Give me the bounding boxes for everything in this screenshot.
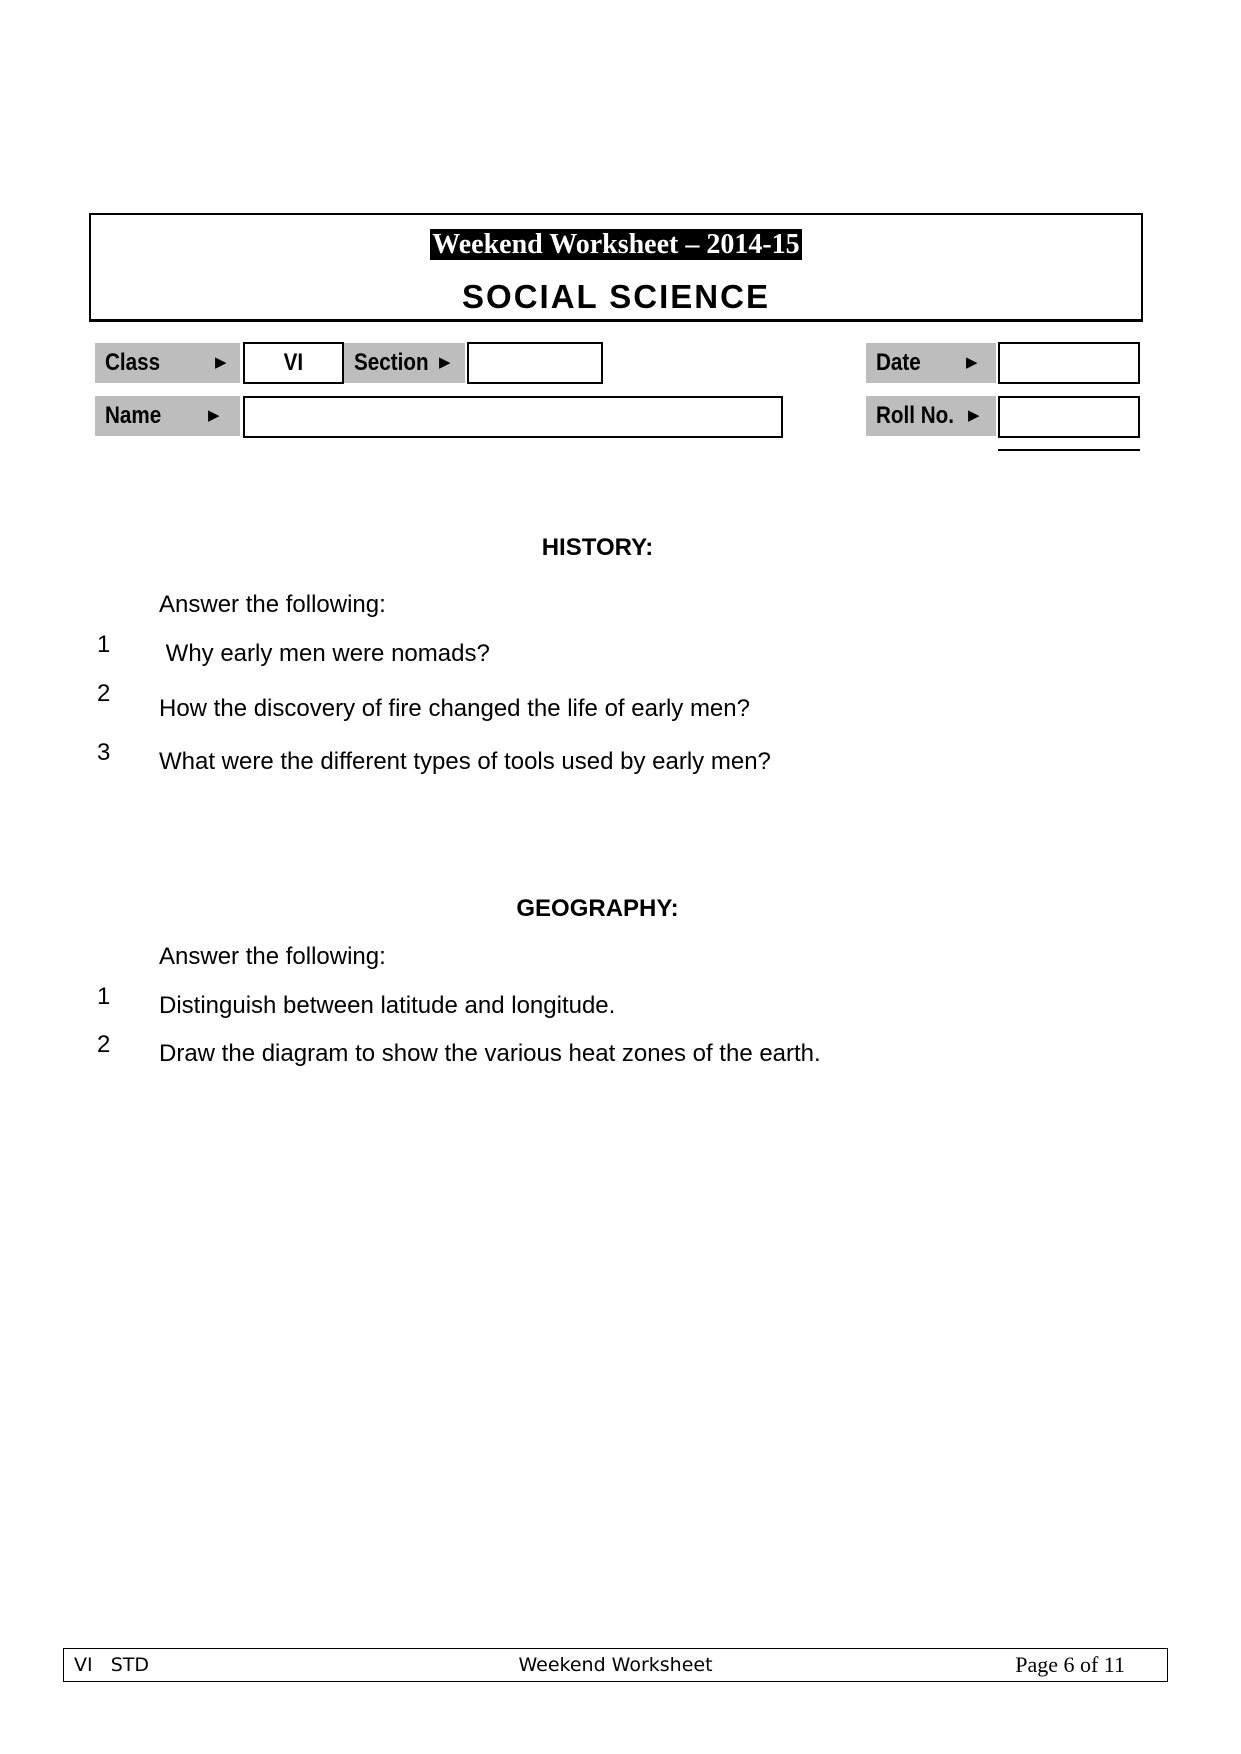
geography-question: Distinguish between latitude and longitude. <box>159 992 616 1019</box>
footer-class: VI STD <box>74 1654 150 1676</box>
history-instruction: Answer the following: <box>159 591 386 618</box>
arrow-right-icon: ▶ <box>215 354 227 371</box>
date-label: Date ▶ <box>866 343 996 383</box>
arrow-right-icon: ▶ <box>208 407 220 424</box>
geography-question: Draw the diagram to show the various heat zones of the earth. <box>159 1040 821 1067</box>
history-question: How the discovery of fire changed the life of early men? <box>159 695 750 722</box>
class-field[interactable] <box>243 342 344 384</box>
class-value: VI <box>283 349 304 376</box>
history-question: What were the different types of tools used by early men? <box>159 748 771 775</box>
page-footer <box>63 1648 1168 1682</box>
worksheet-title-text: Weekend Worksheet – 2014-15 <box>432 229 800 260</box>
date-field[interactable] <box>998 342 1140 384</box>
roll-number-label: Roll No. ▶ <box>866 396 996 436</box>
roll-number-field[interactable] <box>998 396 1140 438</box>
page-number: Page 6 of 11 <box>1015 1652 1125 1677</box>
name-label: Name ▶ <box>95 396 240 436</box>
question-number: 2 <box>97 1031 111 1058</box>
section-field[interactable] <box>467 342 603 384</box>
name-field[interactable] <box>243 396 783 438</box>
question-number: 1 <box>97 983 111 1010</box>
worksheet-header <box>89 213 1143 322</box>
geography-heading: GEOGRAPHY: <box>516 895 679 922</box>
worksheet-title <box>91 227 1141 263</box>
geography-instruction: Answer the following: <box>159 943 386 970</box>
section-label: Section ▶ <box>344 343 465 383</box>
footer-title: Weekend Worksheet <box>518 1654 713 1676</box>
question-number: 2 <box>97 680 111 707</box>
history-question: Why early men were nomads? <box>159 640 490 667</box>
arrow-right-icon: ▶ <box>966 354 978 371</box>
roll-number-underline <box>998 449 1140 451</box>
question-number: 1 <box>97 631 111 658</box>
class-label: Class ▶ <box>95 343 240 383</box>
history-heading: HISTORY: <box>541 534 654 561</box>
subject-title: SOCIAL SCIENCE <box>462 278 770 315</box>
question-number: 3 <box>97 739 111 766</box>
arrow-right-icon: ▶ <box>968 407 980 424</box>
arrow-right-icon: ▶ <box>439 354 451 371</box>
